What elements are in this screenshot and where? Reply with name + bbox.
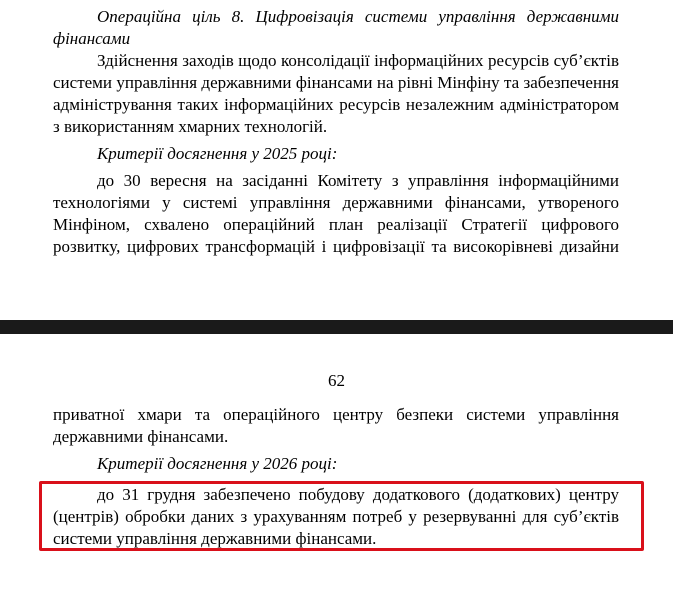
page-separator — [0, 320, 673, 334]
page-number: 62 — [328, 371, 345, 390]
criteria-2026-heading: Критерії досягнення у 2026 році: — [97, 454, 338, 473]
goal-heading: Операційна ціль 8. Цифровізація системи управління державними фінансами — [53, 7, 619, 48]
criteria-2025-heading: Критерії досягнення у 2025 році: — [97, 144, 338, 163]
criteria-2026-paragraph: до 31 грудня забезпечено побудову додаткового (додаткових) центру (центрів) обробки даних з урахуванням потреб у резервуванні для суб’єктів системи управління державними фінансами. — [53, 485, 619, 548]
continued-paragraph: приватної хмари та операційного центру безпеки системи управління державними фінансами. — [53, 405, 619, 446]
measure-paragraph: Здійснення заходів щодо консолідації інформаційних ресурсів суб’єктів системи управління державними фінансами на рівні Мінфіну та забезпечення адміністрування таких інформаційних ресурсів незалежним адміністратором з використанням хмарних технологій. — [53, 51, 619, 136]
document-page-bottom — [0, 334, 673, 593]
criteria-2025-paragraph: до 30 вересня на засіданні Комітету з управління інформаційними технологіями у системі управління державними фінансами, утвореного Мінфіном, схвалено операційний план реалізації Стратегії цифрового розвитку, цифрових трансформацій і цифровізації та високорівневі дизайни — [53, 171, 619, 256]
